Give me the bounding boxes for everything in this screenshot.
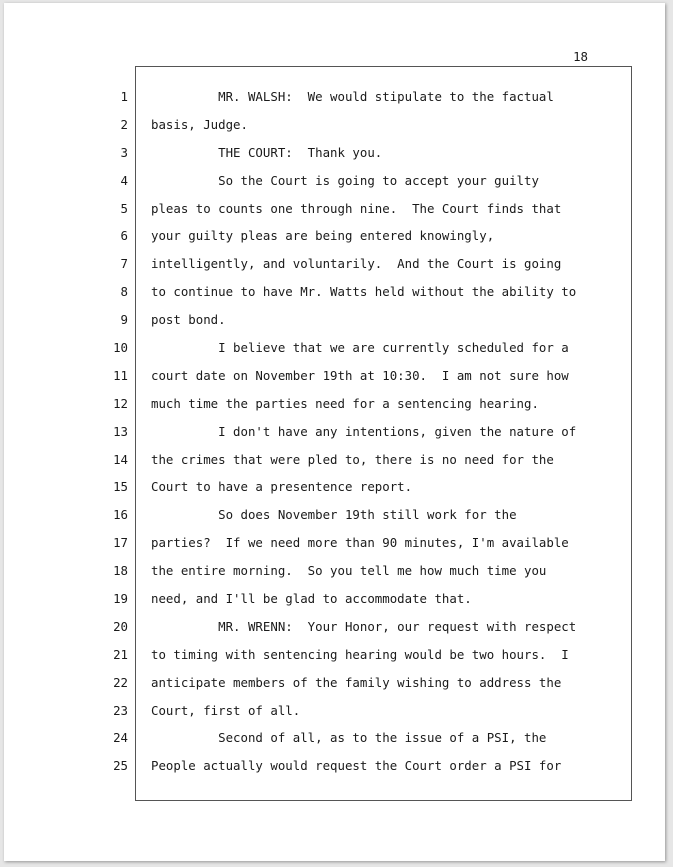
line-number: 16 bbox=[113, 507, 128, 523]
transcript-line: anticipate members of the family wishing to address the bbox=[151, 674, 562, 690]
transcript-line: Court to have a presentence report. bbox=[151, 479, 413, 495]
line-number: 8 bbox=[120, 284, 128, 300]
transcript-line: basis, Judge. bbox=[151, 116, 248, 132]
line-number: 7 bbox=[120, 256, 128, 272]
transcript-line: post bond. bbox=[151, 312, 226, 328]
line-number: 25 bbox=[113, 758, 128, 774]
line-number: 23 bbox=[113, 702, 128, 718]
line-number: 1 bbox=[120, 89, 128, 104]
line-number: 18 bbox=[113, 563, 128, 579]
line-number: 5 bbox=[120, 200, 128, 216]
line-number: 11 bbox=[113, 367, 128, 383]
transcript-line: parties? If we need more than 90 minutes, I'm available bbox=[151, 535, 569, 551]
transcript-line: MR. WRENN: Your Honor, our request with respect bbox=[151, 618, 577, 634]
transcript-line: need, and I'll be glad to accommodate that. bbox=[151, 591, 472, 607]
line-number: 19 bbox=[113, 591, 128, 607]
transcript-line: pleas to counts one through nine. The Court finds that bbox=[151, 200, 562, 216]
line-number: 20 bbox=[113, 618, 128, 634]
line-number: 21 bbox=[113, 646, 128, 662]
line-number: 6 bbox=[120, 228, 128, 244]
transcript-line: Second of all, as to the issue of a PSI, the bbox=[151, 730, 547, 746]
transcript-line: your guilty pleas are being entered knowingly, bbox=[151, 228, 495, 244]
line-number: 17 bbox=[113, 535, 128, 551]
transcript-line: the entire morning. So you tell me how much time you bbox=[151, 563, 547, 579]
transcript-text bbox=[151, 83, 626, 780]
line-number-column bbox=[104, 83, 128, 780]
transcript-line: Court, first of all. bbox=[151, 702, 301, 718]
transcript-line: THE COURT: Thank you. bbox=[151, 144, 383, 160]
line-number: 22 bbox=[113, 674, 128, 690]
line-number: 9 bbox=[120, 312, 128, 328]
transcript-line: to continue to have Mr. Watts held without the ability to bbox=[151, 284, 577, 300]
line-number: 4 bbox=[120, 172, 128, 188]
transcript-line: intelligently, and voluntarily. And the Court is going bbox=[151, 256, 562, 272]
transcript-line: court date on November 19th at 10:30. I am not sure how bbox=[151, 367, 569, 383]
line-number: 12 bbox=[113, 395, 128, 411]
transcript-line: much time the parties need for a sentencing hearing. bbox=[151, 395, 539, 411]
transcript-line: So does November 19th still work for the bbox=[151, 507, 517, 523]
transcript-line: the crimes that were pled to, there is no need for the bbox=[151, 451, 554, 467]
page-number: 18 bbox=[573, 49, 588, 64]
line-number: 13 bbox=[113, 423, 128, 439]
line-number: 15 bbox=[113, 479, 128, 495]
transcript-line: MR. WALSH: We would stipulate to the factual bbox=[151, 89, 554, 104]
line-number: 24 bbox=[113, 730, 128, 746]
line-number: 14 bbox=[113, 451, 128, 467]
transcript-line: I believe that we are currently scheduled for a bbox=[151, 340, 569, 356]
line-number: 2 bbox=[120, 116, 128, 132]
transcript-page bbox=[4, 3, 665, 861]
transcript-line: So the Court is going to accept your guilty bbox=[151, 172, 539, 188]
transcript-line: People actually would request the Court order a PSI for bbox=[151, 758, 562, 774]
line-number: 10 bbox=[113, 340, 128, 356]
line-number: 3 bbox=[120, 144, 128, 160]
transcript-line: to timing with sentencing hearing would be two hours. I bbox=[151, 646, 569, 662]
transcript-line: I don't have any intentions, given the nature of bbox=[151, 423, 577, 439]
